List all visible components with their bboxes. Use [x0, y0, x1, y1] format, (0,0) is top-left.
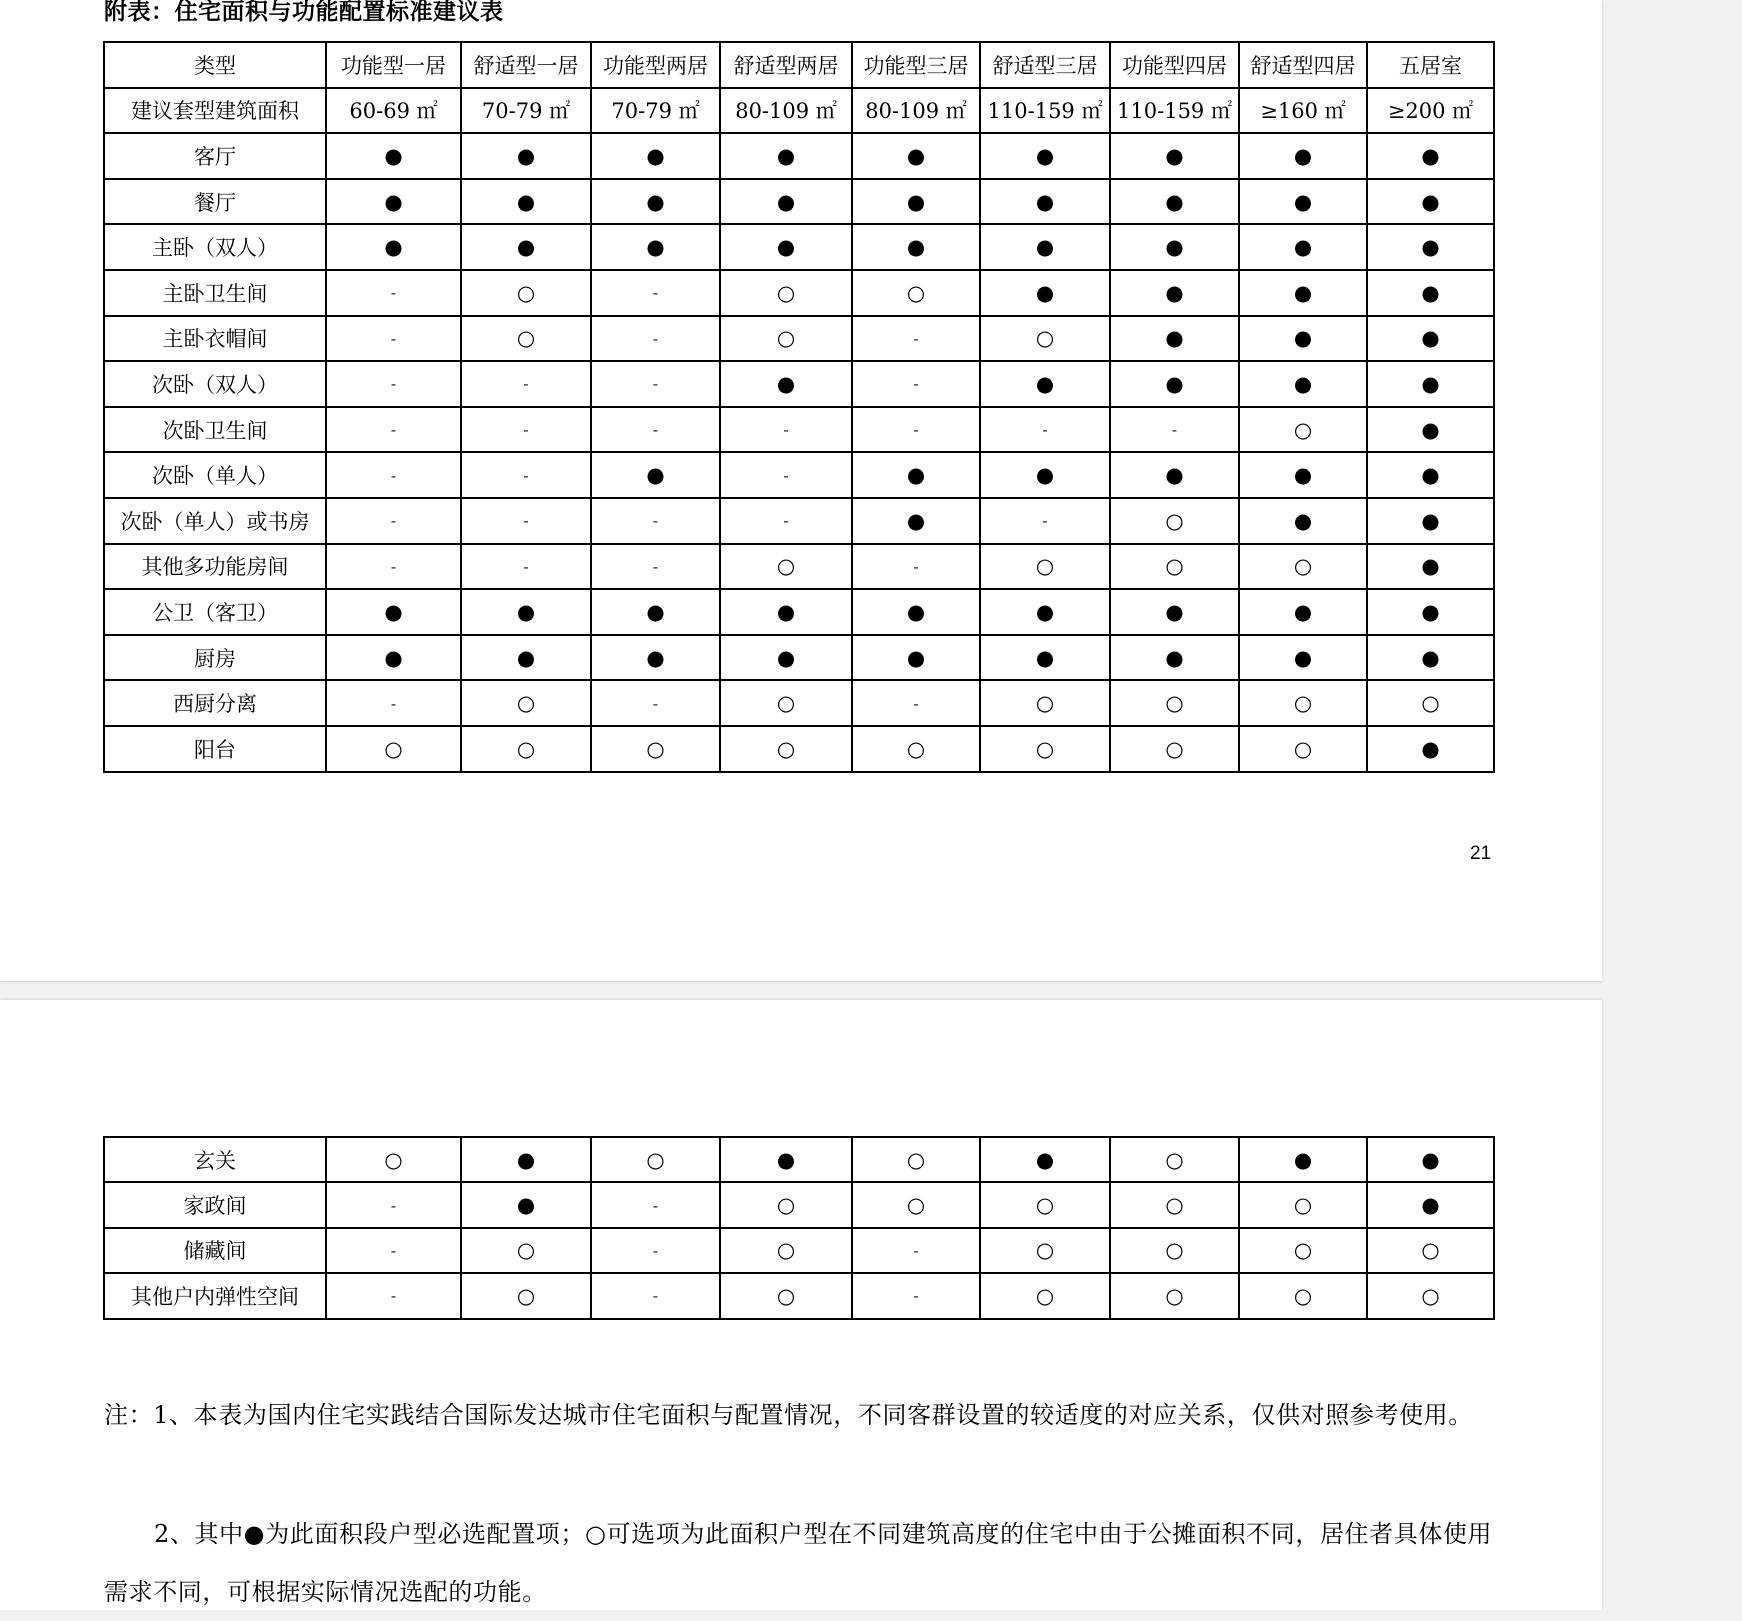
not-applicable-dash: - — [326, 361, 461, 407]
required-dot: ● — [852, 589, 980, 635]
table-row — [104, 133, 1494, 179]
not-applicable-dash: - — [591, 680, 720, 726]
not-applicable-dash: - — [852, 544, 980, 590]
area-row — [104, 88, 1494, 134]
table-row — [104, 589, 1494, 635]
optional-circle: ○ — [1239, 1228, 1367, 1273]
optional-circle: ○ — [1110, 498, 1239, 544]
not-applicable-dash: - — [1110, 407, 1239, 453]
config-table-part1 — [103, 41, 1495, 773]
not-applicable-dash: - — [326, 498, 461, 544]
row-label: 储藏间 — [104, 1228, 326, 1273]
required-dot: ● — [1239, 498, 1367, 544]
required-dot: ● — [720, 179, 852, 225]
row-label: 次卧（双人） — [104, 361, 326, 407]
optional-circle: ○ — [980, 1182, 1110, 1227]
optional-circle: ○ — [1110, 1228, 1239, 1273]
area-cell: 60-69 ㎡ — [326, 88, 461, 134]
required-dot: ● — [1367, 224, 1494, 270]
row-label: 建议套型建筑面积 — [104, 88, 326, 134]
not-applicable-dash: - — [461, 452, 591, 498]
required-dot: ● — [1367, 179, 1494, 225]
optional-circle: ○ — [461, 726, 591, 772]
optional-circle: ○ — [1239, 544, 1367, 590]
required-dot: ● — [1110, 179, 1239, 225]
required-dot: ● — [1110, 452, 1239, 498]
not-applicable-dash: - — [326, 270, 461, 316]
optional-circle: ○ — [591, 726, 720, 772]
optional-circle: ○ — [326, 726, 461, 772]
optional-circle: ○ — [1239, 407, 1367, 453]
table-row — [104, 179, 1494, 225]
table-note-2: 2、其中●为此面积段户型必选配置项；○可选项为此面积户型在不同建筑高度的住宅中由于公摊面积不同，居住者具体使用需求不同，可根据实际情况选配的功能。 — [104, 1520, 1493, 1606]
optional-circle: ○ — [1110, 544, 1239, 590]
not-applicable-dash: - — [591, 361, 720, 407]
header-unit-type: 舒适型两居 — [720, 42, 852, 88]
not-applicable-dash: - — [326, 1228, 461, 1273]
optional-circle: ○ — [720, 1273, 852, 1318]
required-dot: ● — [1110, 635, 1239, 681]
area-cell: 70-79 ㎡ — [461, 88, 591, 134]
required-dot: ● — [980, 589, 1110, 635]
required-dot: ● — [1239, 452, 1367, 498]
required-dot: ● — [1239, 224, 1367, 270]
required-dot: ● — [852, 498, 980, 544]
required-dot: ● — [720, 589, 852, 635]
not-applicable-dash: - — [852, 1228, 980, 1273]
not-applicable-dash: - — [852, 407, 980, 453]
not-applicable-dash: - — [461, 361, 591, 407]
not-applicable-dash: - — [326, 316, 461, 362]
required-dot: ● — [980, 452, 1110, 498]
header-unit-type: 功能型两居 — [591, 42, 720, 88]
header-unit-type: 功能型一居 — [326, 42, 461, 88]
area-cell: ≥200 ㎡ — [1367, 88, 1494, 134]
required-dot: ● — [1367, 498, 1494, 544]
header-unit-type: 功能型三居 — [852, 42, 980, 88]
area-cell: 80-109 ㎡ — [720, 88, 852, 134]
optional-circle: ○ — [1239, 726, 1367, 772]
header-type-label: 类型 — [104, 42, 326, 88]
header-unit-type: 舒适型一居 — [461, 42, 591, 88]
header-row — [104, 42, 1494, 88]
row-label: 主卧卫生间 — [104, 270, 326, 316]
required-dot: ● — [720, 224, 852, 270]
table-row — [104, 544, 1494, 590]
table-row — [104, 316, 1494, 362]
optional-circle: ○ — [852, 1137, 980, 1182]
required-dot: ● — [461, 133, 591, 179]
optional-circle: ○ — [980, 1228, 1110, 1273]
row-label: 次卧（单人）或书房 — [104, 498, 326, 544]
required-dot: ● — [1110, 589, 1239, 635]
required-dot: ● — [591, 589, 720, 635]
optional-circle: ○ — [980, 680, 1110, 726]
header-unit-type: 五居室 — [1367, 42, 1494, 88]
required-dot: ● — [852, 179, 980, 225]
optional-circle: ○ — [1367, 1228, 1494, 1273]
required-dot: ● — [1110, 224, 1239, 270]
not-applicable-dash: - — [852, 680, 980, 726]
table-row — [104, 1228, 1494, 1273]
required-dot: ● — [980, 179, 1110, 225]
optional-circle: ○ — [980, 1273, 1110, 1318]
not-applicable-dash: - — [720, 407, 852, 453]
not-applicable-dash: - — [591, 544, 720, 590]
not-applicable-dash: - — [326, 544, 461, 590]
row-label: 其他户内弹性空间 — [104, 1273, 326, 1318]
not-applicable-dash: - — [980, 407, 1110, 453]
required-dot: ● — [852, 452, 980, 498]
required-dot: ● — [1367, 407, 1494, 453]
required-dot: ● — [326, 179, 461, 225]
required-dot: ● — [1110, 133, 1239, 179]
required-dot: ● — [980, 1137, 1110, 1182]
optional-circle: ○ — [852, 726, 980, 772]
required-dot: ● — [1239, 635, 1367, 681]
required-dot: ● — [1367, 544, 1494, 590]
optional-circle: ○ — [980, 544, 1110, 590]
not-applicable-dash: - — [461, 544, 591, 590]
required-dot: ● — [852, 133, 980, 179]
optional-circle: ○ — [1239, 1182, 1367, 1227]
not-applicable-dash: - — [591, 1228, 720, 1273]
required-dot: ● — [1239, 589, 1367, 635]
required-dot: ● — [591, 635, 720, 681]
required-dot: ● — [1239, 1137, 1367, 1182]
table-row — [104, 635, 1494, 681]
area-cell: 80-109 ㎡ — [852, 88, 980, 134]
header-unit-type: 舒适型三居 — [980, 42, 1110, 88]
required-dot: ● — [1367, 452, 1494, 498]
area-cell: 110-159 ㎡ — [1110, 88, 1239, 134]
required-dot: ● — [1367, 316, 1494, 362]
optional-circle: ○ — [720, 1228, 852, 1273]
table-title: 附表：住宅面积与功能配置标准建议表 — [104, 0, 504, 25]
optional-circle: ○ — [461, 316, 591, 362]
row-label: 次卧卫生间 — [104, 407, 326, 453]
not-applicable-dash: - — [720, 498, 852, 544]
header-unit-type: 舒适型四居 — [1239, 42, 1367, 88]
not-applicable-dash: - — [591, 407, 720, 453]
optional-circle: ○ — [1110, 680, 1239, 726]
row-label: 公卫（客卫） — [104, 589, 326, 635]
not-applicable-dash: - — [461, 407, 591, 453]
required-dot: ● — [591, 224, 720, 270]
required-dot: ● — [1367, 1137, 1494, 1182]
required-dot: ● — [852, 635, 980, 681]
required-dot: ● — [461, 1137, 591, 1182]
table-row — [104, 1273, 1494, 1318]
config-table-part2 — [103, 1136, 1495, 1320]
optional-circle: ○ — [1110, 726, 1239, 772]
required-dot: ● — [852, 224, 980, 270]
required-dot: ● — [591, 133, 720, 179]
table-row — [104, 452, 1494, 498]
not-applicable-dash: - — [461, 498, 591, 544]
table-row — [104, 361, 1494, 407]
required-dot: ● — [1367, 726, 1494, 772]
required-dot: ● — [1367, 133, 1494, 179]
optional-circle: ○ — [720, 544, 852, 590]
required-dot: ● — [461, 179, 591, 225]
required-dot: ● — [1367, 270, 1494, 316]
table-row — [104, 498, 1494, 544]
optional-circle: ○ — [461, 1228, 591, 1273]
optional-circle: ○ — [720, 270, 852, 316]
required-dot: ● — [326, 635, 461, 681]
table-row — [104, 1137, 1494, 1182]
optional-circle: ○ — [720, 680, 852, 726]
required-dot: ● — [591, 452, 720, 498]
required-dot: ● — [326, 133, 461, 179]
row-label: 家政间 — [104, 1182, 326, 1227]
row-label: 西厨分离 — [104, 680, 326, 726]
optional-circle: ○ — [720, 726, 852, 772]
not-applicable-dash: - — [852, 316, 980, 362]
required-dot: ● — [461, 589, 591, 635]
required-dot: ● — [591, 179, 720, 225]
not-applicable-dash: - — [852, 1273, 980, 1318]
row-label: 餐厅 — [104, 179, 326, 225]
required-dot: ● — [980, 270, 1110, 316]
required-dot: ● — [1367, 361, 1494, 407]
header-unit-type: 功能型四居 — [1110, 42, 1239, 88]
optional-circle: ○ — [1239, 1273, 1367, 1318]
required-dot: ● — [1367, 635, 1494, 681]
row-label: 厨房 — [104, 635, 326, 681]
row-label: 主卧（双人） — [104, 224, 326, 270]
row-label: 玄关 — [104, 1137, 326, 1182]
required-dot: ● — [326, 589, 461, 635]
area-cell: 70-79 ㎡ — [591, 88, 720, 134]
not-applicable-dash: - — [326, 452, 461, 498]
optional-circle: ○ — [1110, 1137, 1239, 1182]
optional-circle: ○ — [461, 270, 591, 316]
optional-circle: ○ — [461, 680, 591, 726]
required-dot: ● — [1110, 270, 1239, 316]
required-dot: ● — [720, 635, 852, 681]
optional-circle: ○ — [326, 1137, 461, 1182]
required-dot: ● — [980, 224, 1110, 270]
optional-circle: ○ — [1110, 1273, 1239, 1318]
not-applicable-dash: - — [326, 680, 461, 726]
table-row — [104, 1182, 1494, 1227]
row-label: 其他多功能房间 — [104, 544, 326, 590]
not-applicable-dash: - — [591, 1273, 720, 1318]
required-dot: ● — [326, 224, 461, 270]
required-dot: ● — [461, 1182, 591, 1227]
optional-circle: ○ — [1367, 1273, 1494, 1318]
optional-circle: ○ — [461, 1273, 591, 1318]
not-applicable-dash: - — [591, 1182, 720, 1227]
optional-circle: ○ — [1367, 680, 1494, 726]
optional-circle: ○ — [980, 726, 1110, 772]
required-dot: ● — [1367, 589, 1494, 635]
table-row — [104, 270, 1494, 316]
required-dot: ● — [1110, 361, 1239, 407]
row-label: 客厅 — [104, 133, 326, 179]
optional-circle: ○ — [591, 1137, 720, 1182]
optional-circle: ○ — [1239, 680, 1367, 726]
not-applicable-dash: - — [591, 316, 720, 362]
optional-circle: ○ — [720, 1182, 852, 1227]
required-dot: ● — [1367, 1182, 1494, 1227]
required-dot: ● — [1239, 270, 1367, 316]
optional-circle: ○ — [720, 316, 852, 362]
required-dot: ● — [980, 635, 1110, 681]
required-dot: ● — [1239, 361, 1367, 407]
row-label: 主卧衣帽间 — [104, 316, 326, 362]
required-dot: ● — [461, 635, 591, 681]
not-applicable-dash: - — [326, 1182, 461, 1227]
required-dot: ● — [720, 1137, 852, 1182]
optional-circle: ○ — [852, 270, 980, 316]
table-note-1: 注：1、本表为国内住宅实践结合国际发达城市住宅面积与配置情况，不同客群设置的较适度的对应关系，仅供对照参考使用。 — [104, 1401, 1473, 1429]
row-label: 次卧（单人） — [104, 452, 326, 498]
not-applicable-dash: - — [326, 1273, 461, 1318]
not-applicable-dash: - — [591, 270, 720, 316]
not-applicable-dash: - — [852, 361, 980, 407]
required-dot: ● — [1239, 133, 1367, 179]
required-dot: ● — [720, 133, 852, 179]
required-dot: ● — [980, 361, 1110, 407]
not-applicable-dash: - — [980, 498, 1110, 544]
required-dot: ● — [1239, 179, 1367, 225]
required-dot: ● — [461, 224, 591, 270]
not-applicable-dash: - — [591, 498, 720, 544]
table-row — [104, 680, 1494, 726]
required-dot: ● — [980, 133, 1110, 179]
optional-circle: ○ — [980, 316, 1110, 362]
area-cell: ≥160 ㎡ — [1239, 88, 1367, 134]
required-dot: ● — [720, 361, 852, 407]
table-row — [104, 726, 1494, 772]
table-row — [104, 224, 1494, 270]
not-applicable-dash: - — [326, 407, 461, 453]
not-applicable-dash: - — [720, 452, 852, 498]
row-label: 阳台 — [104, 726, 326, 772]
required-dot: ● — [1110, 316, 1239, 362]
table-row — [104, 407, 1494, 453]
page-number: 21 — [1470, 843, 1492, 864]
optional-circle: ○ — [1110, 1182, 1239, 1227]
required-dot: ● — [1239, 316, 1367, 362]
optional-circle: ○ — [852, 1182, 980, 1227]
area-cell: 110-159 ㎡ — [980, 88, 1110, 134]
